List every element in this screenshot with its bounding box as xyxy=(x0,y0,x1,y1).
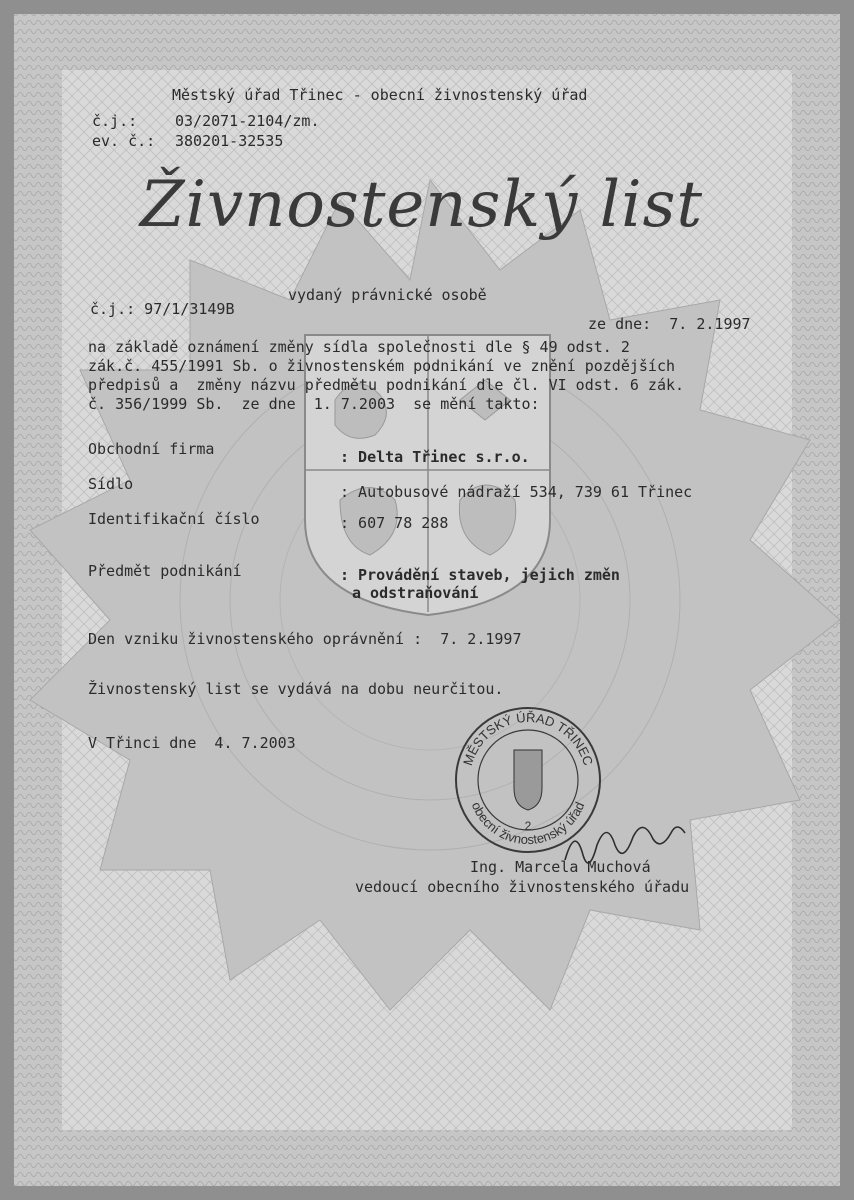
cj-label: č.j.: xyxy=(92,112,138,130)
id-label: Identifikační číslo xyxy=(88,510,260,528)
cj-value: 03/2071-2104/zm. xyxy=(175,112,320,130)
seat-label: Sídlo xyxy=(88,475,134,493)
subject-value-1: : Provádění staveb, jejich změn xyxy=(340,566,620,584)
issued-to: vydaný právnické osobě xyxy=(288,286,487,304)
id-value: : 607 78 288 xyxy=(340,514,449,532)
firm-label: Obchodní firma xyxy=(88,440,215,458)
firm-value: : Delta Třinec s.r.o. xyxy=(340,448,530,466)
place-and-date: V Třinci dne 4. 7.2003 xyxy=(88,734,296,752)
official-stamp xyxy=(456,708,600,852)
subject-label: Předmět podnikání xyxy=(88,562,242,580)
subject-value-2: a odstraňování xyxy=(352,584,479,602)
origin-date-line: Den vzniku živnostenského oprávnění : 7. 2.1997 xyxy=(88,630,522,648)
body-line-4: č. 356/1999 Sb. ze dne 1. 7.2003 se mění takto: xyxy=(88,395,540,413)
stamp-bottom-text: obecní živnostenský úřad xyxy=(468,799,588,848)
ev-label: ev. č.: xyxy=(92,132,156,150)
body-line-1: na základě oznámení změny sídla společnosti dle § 49 odst. 2 xyxy=(88,338,630,356)
stamp-number: 2 xyxy=(524,819,532,833)
stamp-top-text: MĚSTSKÝ ÚŘAD TŘINEC xyxy=(460,709,596,768)
signatory-name: Ing. Marcela Muchová xyxy=(470,858,651,876)
document-title: Živnostenský list xyxy=(140,168,704,242)
signatory-role: vedoucí obecního živnostenského úřadu xyxy=(355,878,690,896)
issue-date: ze dne: 7. 2.1997 xyxy=(588,315,751,333)
seat-value: : Autobusové nádraží 534, 739 61 Třinec xyxy=(340,483,693,501)
ev-value: 380201-32535 xyxy=(175,132,284,150)
body-line-2: zák.č. 455/1991 Sb. o živnostenském podnikání ve znění pozdějších xyxy=(88,357,675,375)
issuing-office: Městský úřad Třinec - obecní živnostenský úřad xyxy=(172,86,588,104)
issue-cj: č.j.: 97/1/3149B xyxy=(90,300,235,318)
body-line-3: předpisů a změny názvu předmětu podnikání dle čl. VI odst. 6 zák. xyxy=(88,376,685,394)
validity-line: Živnostenský list se vydává na dobu neurčitou. xyxy=(88,680,504,698)
